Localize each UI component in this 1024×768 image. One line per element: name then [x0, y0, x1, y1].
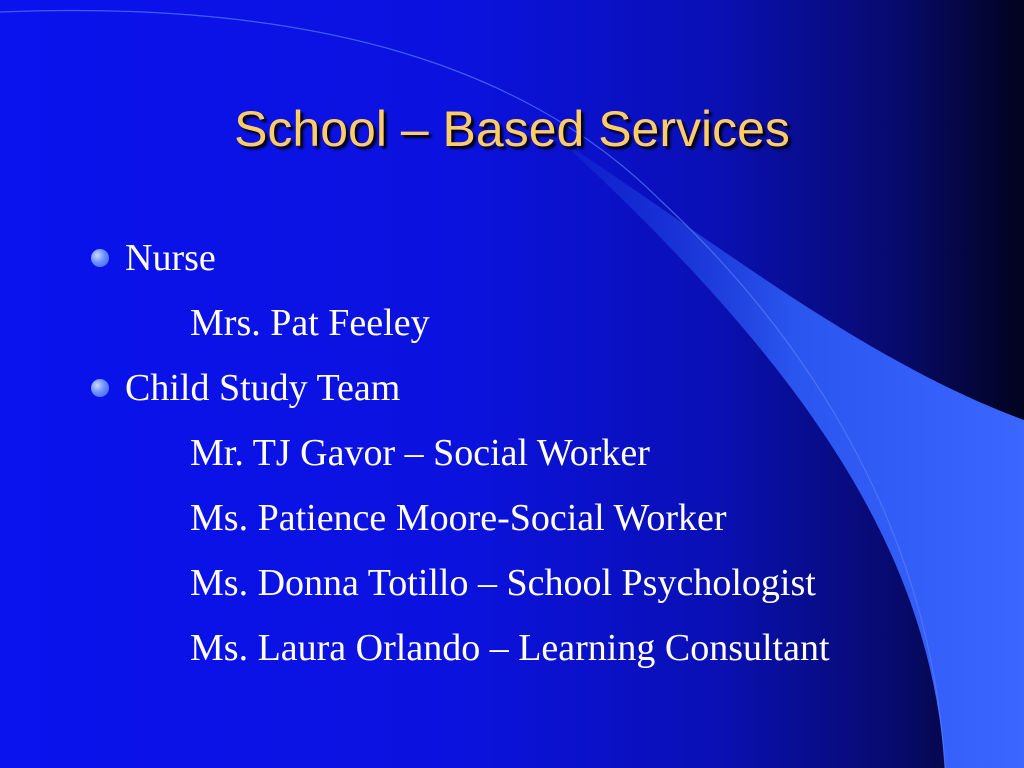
bullet-dot-icon [91, 249, 109, 267]
bullet-list [90, 232, 990, 687]
bullet-dot-icon [91, 379, 109, 397]
bullet-label: Nurse [125, 237, 216, 279]
bullet-item-nurse [90, 232, 990, 297]
sub-item: Ms. Donna Totillo – School Psychologist [190, 562, 816, 604]
sub-item: Mr. TJ Gavor – Social Worker [190, 432, 650, 474]
bullet-label: Child Study Team [125, 367, 401, 409]
bullet-item-child-study-team [90, 362, 990, 427]
sub-item: Ms. Laura Orlando – Learning Consultant [190, 627, 830, 669]
sub-item: Mrs. Pat Feeley [190, 302, 430, 344]
sub-item: Ms. Patience Moore-Social Worker [190, 497, 727, 539]
slide-title: School – Based Services [234, 101, 790, 157]
